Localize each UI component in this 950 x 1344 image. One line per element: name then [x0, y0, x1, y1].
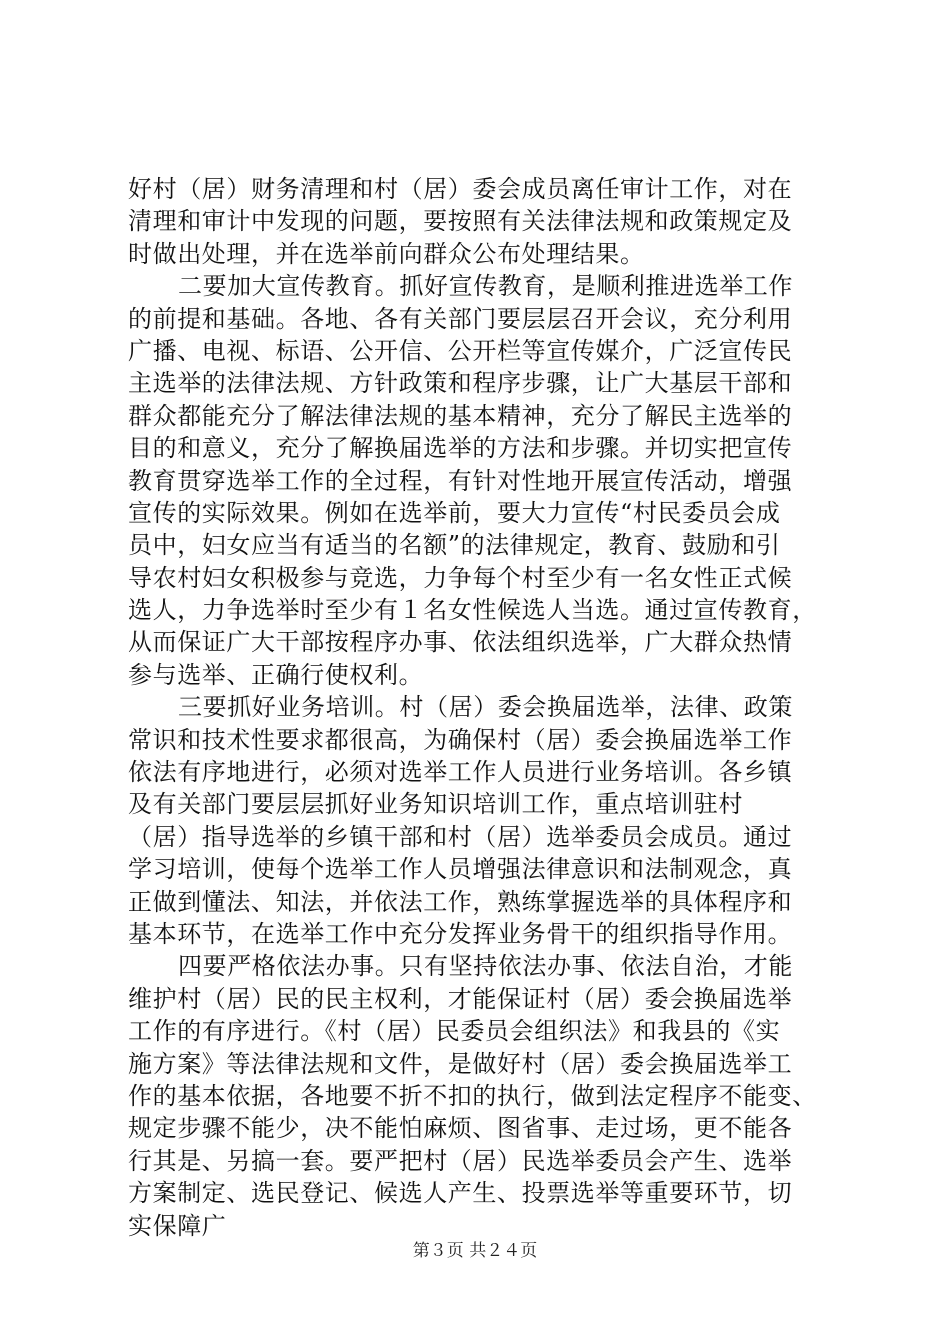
text-line: 常识和技术性要求都很高，为确保村（居）委会换届选举工作 [128, 725, 793, 754]
text-line: 三要抓好业务培训。村（居）委会换届选举，法律、政策 [178, 693, 793, 722]
text-line: 目的和意义，充分了解换届选举的方法和步骤。并切实把宣传 [128, 434, 793, 463]
text-line: 作的基本依据，各地要不折不扣的执行，做到法定程序不能变、 [128, 1081, 817, 1110]
text-line: 时做出处理，并在选举前向群众公布处理结果。 [128, 239, 645, 268]
text-line: 正做到懂法、知法，并依法工作，熟练掌握选举的具体程序和 [128, 887, 793, 916]
text-line: 群众都能充分了解法律法规的基本精神，充分了解民主选举的 [128, 401, 793, 430]
text-line: 从而保证广大干部按程序办事、依法组织选举，广大群众热情 [128, 628, 793, 657]
text-line: 广播、电视、标语、公开信、公开栏等宣传媒介，广泛宣传民 [128, 336, 793, 365]
text-line: 二要加大宣传教育。抓好宣传教育，是顺利推进选举工作 [178, 272, 793, 301]
page-footer: 第３页 共２４页 [412, 1241, 538, 1261]
text-line: 宣传的实际效果。例如在选举前，要大力宣传“村民委员会成 [128, 498, 781, 527]
text-line: 工作的有序进行。《村（居）民委员会组织法》和我县的《实 [128, 1017, 781, 1046]
text-line: 维护村（居）民的民主权利，才能保证村（居）委会换届选举 [128, 984, 793, 1013]
text-line: 员中，妇女应当有适当的名额”的法律规定，教育、鼓励和引 [128, 531, 781, 560]
text-line: 基本环节，在选举工作中充分发挥业务骨干的组织指导作用。 [128, 919, 793, 948]
text-line: 学习培训，使每个选举工作人员增强法律意识和法制观念，真 [128, 855, 793, 884]
text-line: 依法有序地进行，必须对选举工作人员进行业务培训。各乡镇 [128, 758, 793, 787]
text-line: 导农村妇女积极参与竞选，力争每个村至少有一名女性正式候 [128, 563, 793, 592]
text-line: 清理和审计中发现的问题，要按照有关法律法规和政策规定及 [128, 207, 793, 236]
text-line: 方案制定、选民登记、候选人产生、投票选举等重要环节，切 [128, 1179, 793, 1208]
text-line: 及有关部门要层层抓好业务知识培训工作，重点培训驻村 [128, 790, 743, 819]
text-line: （居）指导选举的乡镇干部和村（居）选举委员会成员。通过 [128, 822, 793, 851]
text-line: 实保障广 [128, 1211, 227, 1240]
text-line: 参与选举、正确行使权利。 [128, 660, 424, 689]
body-text [128, 173, 840, 1242]
text-line: 教育贯穿选举工作的全过程，有针对性地开展宣传活动，增强 [128, 466, 793, 495]
text-line: 施方案》等法律法规和文件，是做好村（居）委会换届选举工 [128, 1049, 793, 1078]
text-line: 行其是、另搞一套。要严把村（居）民选举委员会产生、选举 [128, 1146, 793, 1175]
text-line: 主选举的法律法规、方针政策和程序步骤，让广大基层干部和 [128, 369, 793, 398]
text-line: 规定步骤不能少，决不能怕麻烦、图省事、走过场，更不能各 [128, 1114, 793, 1143]
text-line: 的前提和基础。各地、各有关部门要层层召开会议，充分利用 [128, 304, 793, 333]
text-line: 选人，力争选举时至少有１名女性候选人当选。通过宣传教育， [128, 596, 817, 625]
text-line: 四要严格依法办事。只有坚持依法办事、依法自治，才能 [178, 952, 793, 981]
text-line: 好村（居）财务清理和村（居）委会成员离任审计工作，对在 [128, 175, 793, 203]
